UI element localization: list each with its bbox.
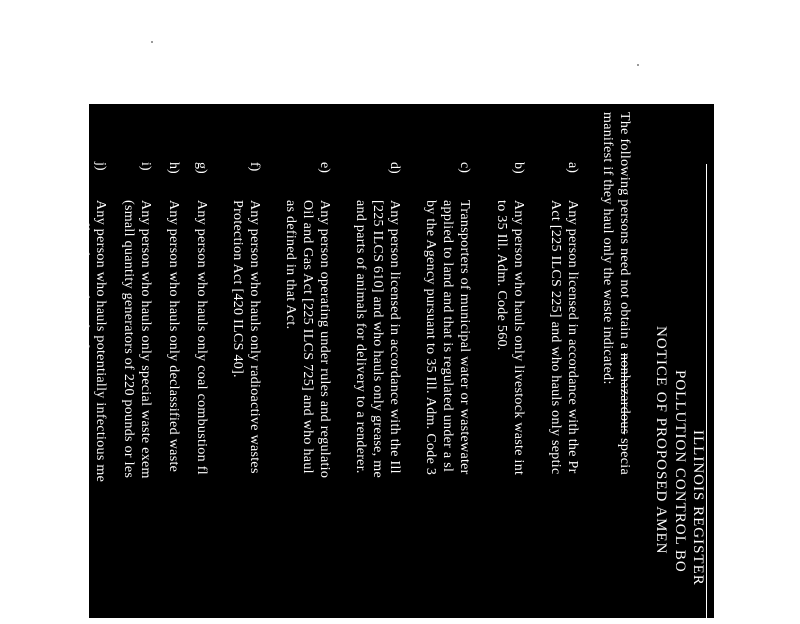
item-c-line-3: by the Agency pursuant to 35 Ill. Adm. Code 3 <box>423 200 438 476</box>
item-label-j: j) <box>93 162 108 171</box>
item-c-line-2: applied to land and that is regulated under a sl <box>440 200 455 473</box>
item-e-line-1: Any person operating under rules and regulatio <box>317 200 332 479</box>
item-g-line-1: Any person who hauls only coal combustion fl <box>194 200 209 475</box>
scan-speck <box>637 64 639 66</box>
board-heading: POLLUTION CONTROL BO <box>672 370 688 573</box>
notice-heading: NOTICE OF PROPOSED AMEN <box>653 326 669 555</box>
header-rule <box>706 164 707 624</box>
item-k-line-1: Any person who hauls used tires regulated und <box>40 200 55 476</box>
scan-speck <box>151 41 153 43</box>
rotated-text-stage <box>3 104 714 618</box>
item-d-line-1: Any person licensed in accordance with the Ill <box>387 200 402 474</box>
item-a-line-2: Act [225 ILCS 225] and who hauls only septic <box>548 200 563 475</box>
item-label-b: b) <box>511 162 526 174</box>
item-label-i: i) <box>138 162 153 171</box>
strikethrough-word: nonhazardous <box>617 353 632 435</box>
item-label-c: c) <box>457 162 472 173</box>
effective-blank <box>7 481 20 511</box>
item-label-h: h) <box>166 162 181 174</box>
intro-text-b: specia <box>617 434 632 475</box>
item-h-line-1: Any person who hauls only declassified waste <box>166 200 181 473</box>
item-f-line-1: Any person who hauls only radioactive wastes <box>247 200 262 474</box>
source-text-b: , effective <box>3 418 18 481</box>
item-j-line-1: Any person who hauls potentially infectious me <box>93 200 108 483</box>
item-e-line-3: as defined in that Act. <box>283 200 298 330</box>
item-label-f: f) <box>247 162 262 172</box>
item-label-k: k) <box>40 162 55 174</box>
item-b-line-1: Any person who hauls only livestock waste int <box>511 200 526 476</box>
item-i-line-2: (small quantity generators of 220 pounds or les <box>121 200 136 479</box>
item-label-a: a) <box>565 162 580 173</box>
item-i-line-1: Any person who hauls only special waste exem <box>138 200 153 479</box>
date-blank <box>7 360 20 418</box>
item-d-line-2: [225 ILCS 610] and who hauls only grease, me <box>370 200 385 478</box>
item-label-g: g) <box>194 162 209 174</box>
item-j-line-2: 35 Ill. Adm. Code Subtitle M. <box>76 200 91 376</box>
intro-line-1 <box>616 112 633 475</box>
item-label-e: e) <box>317 162 332 173</box>
item-f-line-2: Protection Act [420 ILCS 40]. <box>230 200 245 378</box>
intro-text-a: The following persons need not obtain a <box>617 112 632 354</box>
item-label-d: d) <box>387 162 402 174</box>
item-b-line-2: to 35 Ill. Adm. Code 560. <box>494 200 509 351</box>
source-note <box>2 162 20 511</box>
item-e-line-2: Oil and Gas Act [225 ILCS 725] and who haul <box>300 200 315 474</box>
source-text-a: (Source: Amended at 36 Ill. Reg. <box>3 162 18 361</box>
scanned-page <box>3 104 714 618</box>
intro-line-2: manifest if they haul only the waste indicated: <box>600 112 615 385</box>
item-c-line-1: Transporters of municipal water or wastewater <box>457 200 472 475</box>
register-heading: ILLINOIS REGISTER <box>690 430 706 586</box>
item-a-line-1: Any person licensed in accordance with the Pr <box>565 200 580 474</box>
item-d-line-3: and parts of animals for delivery to a renderer. <box>353 200 368 474</box>
